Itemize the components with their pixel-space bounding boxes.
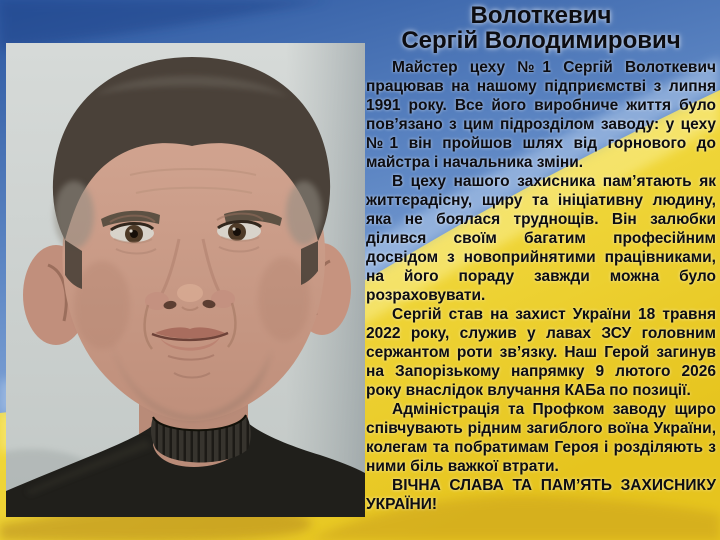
paragraph-character: В цеху нашого захисника пам’ятають як життєрадісну, щиру та ініціативну людину, яка не боялася труднощів. Він залюбки ділився своїм багатим професійним досвідом з новоприйнятими працівниками, на його пораду завжди можна було розраховувати.: [366, 173, 716, 304]
text-column: [366, 3, 716, 514]
paragraph-career: Майстер цеху №1 Сергій Волоткевич працював на нашому підприємстві з липня 1991 року. Все його виробниче життя було пов’язано з цим підрозділом заводу: у цеху №1 він пройшов шлях від горнового до майстра і начальника зміни.: [366, 59, 716, 171]
paragraph-condolences: Адміністрація та Профком заводу щиро співчувають рідним загиблого воїна України, колегам та побратимам Героя і розділяють з ними біль важкої втрати.: [366, 401, 716, 475]
title-given-names: Сергій Володимирович: [401, 27, 681, 54]
memorial-text: [366, 58, 716, 514]
portrait-photo-image: [6, 43, 365, 517]
page-title: [366, 3, 716, 53]
paragraph-glory: ВІЧНА СЛАВА ТА ПАМ’ЯТЬ ЗАХИСНИКУ УКРАЇНИ!: [366, 477, 716, 513]
paragraph-service: Сергій став на захист України 18 травня 2022 року, служив у лавах ЗСУ головним сержантом роти зв’язку. Наш Герой загинув на Запорізькому напрямку 9 лютого 2026 року внаслідок влучання КАБа по позиції.: [366, 306, 716, 399]
portrait-photo: [6, 43, 365, 517]
title-surname: Волоткевич: [470, 2, 612, 29]
